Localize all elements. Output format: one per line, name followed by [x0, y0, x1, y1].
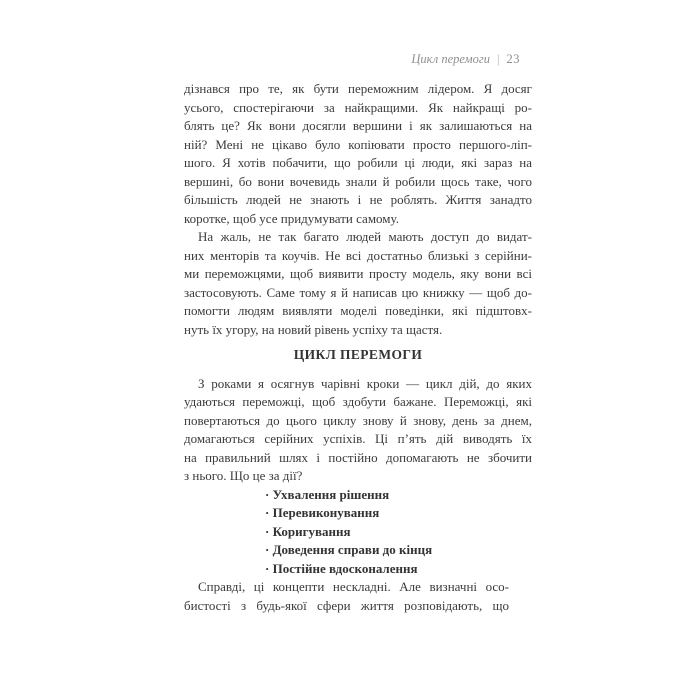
action-list: [184, 486, 532, 579]
paragraph: [184, 375, 532, 486]
text-line: більшість людей не знають і не роблять. Життя занадто: [184, 192, 532, 207]
text-line: Справді, ці концепти нескладні. Але визначні осо-: [198, 579, 509, 594]
text-line: блять це? Як вони досягли вершини і як залишаються на: [184, 118, 532, 133]
text-line: на правильний шлях і постійно допомагають не збочити: [184, 449, 532, 465]
paragraph: [184, 80, 532, 228]
text-line: ній? Мені не цікаво було копіювати просто першого-ліп-: [184, 136, 532, 152]
text-line: дізнався про те, як бути переможним лідером. Я досяг: [184, 81, 532, 96]
page-number: 23: [506, 52, 520, 66]
text-line: нуть їх угору, на новий рівень успіху та щастя.: [184, 321, 443, 337]
text-line: З роками я осягнув чарівні кроки — цикл дій, до яких: [198, 375, 532, 391]
running-title: Цикл перемоги: [411, 52, 490, 66]
text-line: На жаль, не так багато людей мають доступ до видат-: [198, 229, 532, 244]
list-item: · Перевиконування: [265, 505, 380, 520]
text-line: коротке, щоб усе придумувати самому.: [184, 210, 399, 226]
list-item: · Доведення справи до кінця: [265, 542, 433, 557]
text-line: помогти людям виявляти моделі поведінки, які підштовх-: [184, 303, 532, 318]
list-item: · Коригування: [265, 523, 351, 539]
text-line: шого. Я хотів побачити, що робили ці люди, які зараз на: [184, 155, 532, 170]
text-column: [184, 80, 532, 615]
text-line: них менторів та коучів. Не всі достатньо близькі з серійни-: [184, 247, 532, 263]
text-line: ми переможцями, щоб виявити просту модель, яку вони всі: [184, 266, 532, 281]
list-item: · Постійне вдосконалення: [265, 560, 418, 576]
paragraph: [184, 578, 532, 615]
paragraph: [184, 228, 532, 339]
section-heading: ЦИКЛ ПЕРЕМОГИ: [293, 347, 423, 362]
list-item: · Ухвалення рішення: [265, 486, 390, 502]
text-line: застосовують. Саме тому я й написав цю книжку — щоб до-: [184, 284, 532, 300]
text-line: домагаються серійних успіхів. Ці п’ять дій виводять їх: [184, 431, 532, 446]
page-header: [184, 52, 520, 67]
text-line: удаються переможці, щоб здобути бажане. Переможці, які: [184, 394, 532, 409]
text-line: усього, спостерігаючи за найкращими. Як найкращі ро-: [184, 99, 532, 115]
text-line: вершині, бо вони вочевидь знали й робили щось таке, чого: [184, 173, 532, 189]
text-line: з нього. Що це за дії?: [184, 468, 303, 483]
text-line: бистості з будь-якої сфери життя розповідають, що: [184, 597, 509, 613]
text-line: повертаються до цього циклу знову й знову, день за днем,: [184, 412, 532, 428]
header-separator: |: [496, 52, 500, 66]
